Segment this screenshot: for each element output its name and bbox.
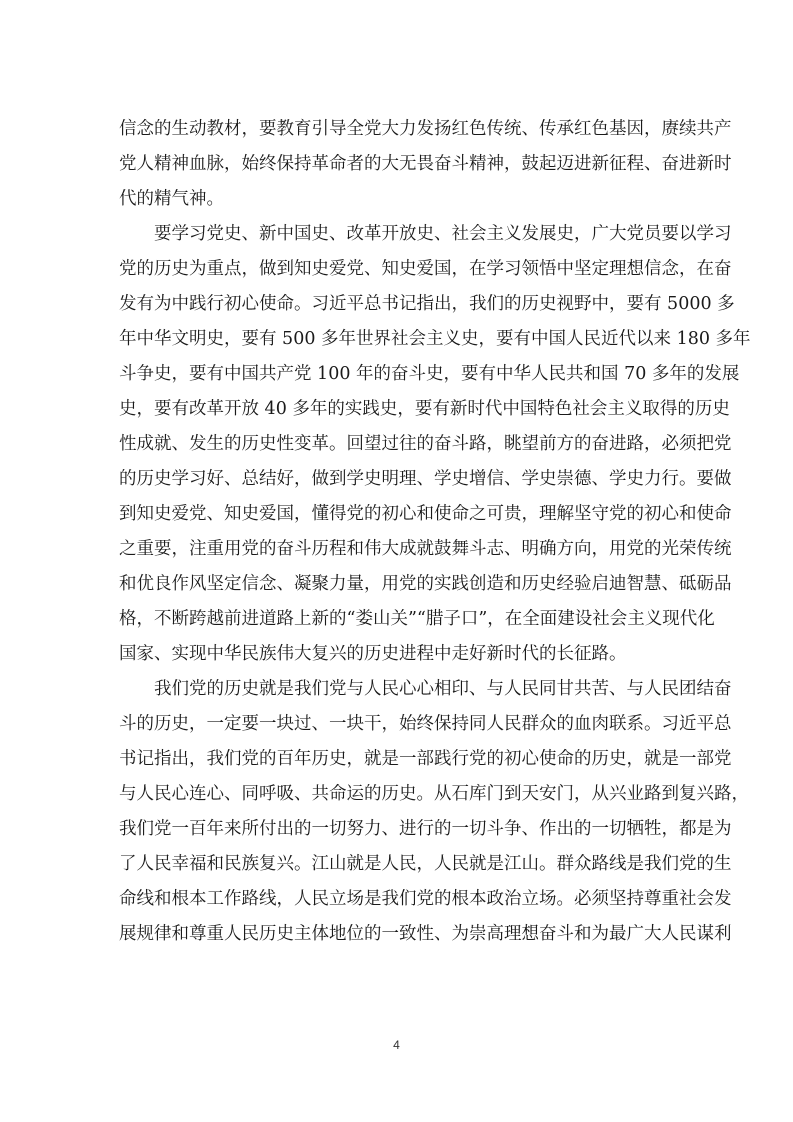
text-line: 我们党一百年来所付出的一切努力、进行的一切斗争、作出的一切牺牲，都是为: [119, 819, 732, 839]
text-line: 的历史学习好、总结好，做到学史明理、学史增信、学史崇德、学史力行。要做: [119, 469, 732, 489]
paragraph-1: [119, 112, 732, 217]
document-body: [119, 112, 751, 952]
text-line: 斗的历史，一定要一块过、一块干，始终保持同人民群众的血肉联系。习近平总: [119, 714, 732, 734]
page-number: 4: [393, 1038, 400, 1052]
paragraph-3: [119, 672, 749, 952]
text-line: 之重要，注重用党的奋斗历程和伟大成就鼓舞斗志、明确方向，用党的光荣传统: [119, 539, 732, 559]
text-line: 代的精气神。: [119, 189, 224, 209]
text-line: 书记指出，我们党的百年历史，就是一部践行党的初心使命的历史，就是一部党: [119, 749, 732, 769]
text-line: 党人精神血脉，始终保持革命者的大无畏奋斗精神，鼓起迈进新征程、奋进新时: [119, 154, 732, 174]
text-line: 展规律和尊重人民历史主体地位的一致性、为崇高理想奋斗和为最广大人民谋利: [119, 924, 732, 944]
text-line: 性成就、发生的历史性变革。回望过往的奋斗路，眺望前方的奋进路，必须把党: [119, 434, 732, 454]
text-line: 到知史爱党、知史爱国，懂得党的初心和使命之可贵，理解坚守党的初心和使命: [119, 504, 732, 524]
text-line: 与人民心连心、同呼吸、共命运的历史。从石库门到天安门，从兴业路到复兴路，: [119, 784, 749, 804]
text-line: 信念的生动教材，要教育引导全党大力发扬红色传统、传承红色基因，赓续共产: [119, 119, 732, 139]
text-line: 史，要有改革开放 40 多年的实践史，要有新时代中国特色社会主义取得的历史: [119, 399, 730, 419]
text-line: 年中华文明史，要有 500 多年世界社会主义史，要有中国人民近代以来 180 多年: [119, 329, 751, 349]
text-line: 和优良作风坚定信念、凝聚力量，用党的实践创造和历史经验启迪智慧、砥砺品: [119, 574, 732, 594]
text-line: 党的历史为重点，做到知史爱党、知史爱国，在学习领悟中坚定理想信念，在奋: [119, 259, 732, 279]
text-line: 要学习党史、新中国史、改革开放史、社会主义发展史，广大党员要以学习: [154, 224, 732, 244]
text-line: 我们党的历史就是我们党与人民心心相印、与人民同甘共苦、与人民团结奋: [154, 679, 732, 699]
text-line: 斗争史，要有中国共产党 100 年的奋斗史，要有中华人民共和国 70 多年的发展: [119, 364, 740, 384]
text-line: 命线和根本工作路线，人民立场是我们党的根本政治立场。必须坚持尊重社会发: [119, 889, 732, 909]
text-line: 国家、实现中华民族伟大复兴的历史进程中走好新时代的长征路。: [119, 644, 627, 664]
text-line: 了人民幸福和民族复兴。江山就是人民，人民就是江山。群众路线是我们党的生: [119, 854, 732, 874]
text-line: 发有为中践行初心使命。习近平总书记指出，我们的历史视野中，要有 5000 多: [119, 294, 735, 314]
paragraph-2: [119, 217, 751, 672]
text-line: 格，不断跨越前进道路上新的“娄山关”“腊子口”，在全面建设社会主义现代化: [119, 609, 715, 629]
